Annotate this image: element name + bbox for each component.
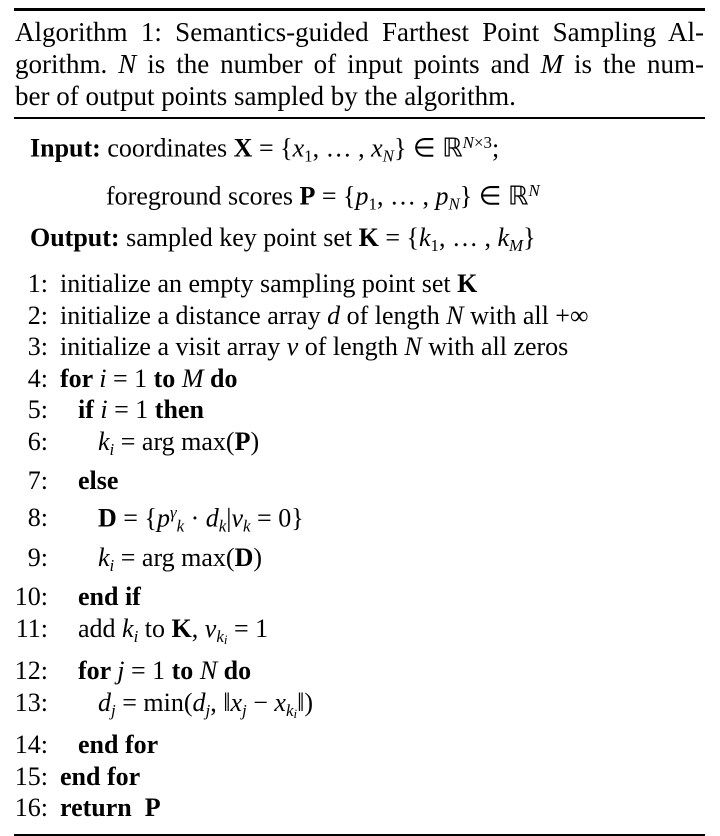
code-line (0, 792, 708, 824)
text-segment: X (233, 133, 253, 163)
text-segment: = 1 (106, 363, 154, 393)
code-line (0, 581, 708, 613)
text-segment: ×3 (473, 133, 492, 152)
text-segment: K (171, 613, 192, 643)
line-content (78, 655, 251, 687)
line-content (98, 687, 313, 730)
text-segment: M (540, 49, 564, 79)
code-line (0, 331, 708, 363)
output-line (30, 221, 708, 263)
text-segment: k (122, 613, 134, 643)
code-line (0, 394, 708, 426)
line-number: 16: (14, 793, 48, 823)
line-number: 15: (14, 761, 48, 791)
text-segment: do (209, 363, 238, 393)
line-content (78, 581, 141, 613)
text-segment: = min( (115, 687, 193, 717)
text-segment: } ∈ ℝ (393, 133, 463, 163)
text-segment: = 1 (107, 395, 155, 425)
line-number: 13: (14, 687, 48, 717)
text-segment: k (285, 700, 294, 720)
text-segment: N (118, 49, 137, 79)
text-segment: k (98, 542, 110, 572)
text-segment: v (286, 332, 299, 362)
text-segment: i (109, 439, 115, 459)
caption-line (15, 48, 704, 80)
text-segment: − (246, 687, 275, 717)
io-block (30, 126, 708, 263)
text-segment: k (218, 516, 227, 536)
text-segment: Output: (30, 223, 120, 252)
text-segment: k (176, 516, 185, 536)
line-number: 8: (27, 503, 48, 533)
text-segment: p (355, 180, 369, 210)
code-line (0, 761, 708, 793)
text-segment: p (435, 180, 449, 210)
code-line (0, 497, 708, 542)
text-segment: } ∈ ℝ (459, 180, 529, 210)
text-segment: N (448, 194, 460, 213)
text-segment: do (223, 656, 252, 686)
text-segment: N (404, 332, 422, 362)
text-segment: v (231, 503, 244, 533)
code-line (0, 687, 708, 730)
line-number: 9: (27, 542, 48, 572)
text-segment: x (292, 133, 305, 163)
text-segment: γ (169, 502, 177, 522)
text-segment: to (138, 613, 172, 643)
text-segment: j (111, 700, 116, 720)
code-line (0, 300, 708, 332)
line-content (98, 426, 259, 466)
text-segment: D (234, 542, 254, 572)
text-segment: d (192, 687, 206, 717)
text-segment: with all zeros (421, 332, 569, 362)
line-content (60, 363, 237, 395)
text-segment: P (234, 426, 251, 456)
text-segment: N (446, 300, 464, 330)
line-number: 2: (27, 300, 48, 330)
text-segment: = arg max( (114, 542, 235, 572)
text-segment: is the num- (563, 49, 704, 79)
text-segment: 1 (368, 194, 377, 213)
text-segment: end for (78, 730, 159, 760)
text-segment: p (156, 503, 170, 533)
text-segment: · (184, 503, 206, 533)
bottom-spacer (0, 824, 720, 834)
text-segment: initialize a distance array (60, 300, 328, 330)
text-segment: add (78, 613, 123, 643)
text-segment: = { (315, 180, 356, 210)
algorithm-caption (15, 16, 704, 112)
text-segment: coordinates (100, 133, 234, 163)
text-segment: , (191, 613, 205, 643)
input-continuation-line (30, 174, 708, 222)
line-number: 10: (14, 582, 48, 612)
code-line (0, 426, 708, 466)
code-line (0, 613, 708, 656)
text-segment: , … , (312, 133, 372, 163)
text-segment: i (99, 363, 107, 393)
text-segment: ber of output points sampled by the algorithm. (15, 81, 516, 111)
text-segment: i (133, 626, 139, 646)
text-segment: N (199, 656, 218, 686)
text-segment: i (100, 395, 108, 425)
code-lines (0, 268, 708, 824)
text-segment: i (223, 631, 228, 647)
text-segment: to (153, 363, 176, 393)
caption-line (15, 80, 704, 112)
text-segment: N (382, 146, 394, 166)
text-segment: x (371, 133, 383, 163)
text-segment: of length (340, 300, 447, 330)
text-segment: | (226, 503, 232, 533)
text-segment: K (457, 269, 478, 299)
text-segment: Algorithm 1: Semantics-guided Farthest Point Sampling Al- (15, 17, 704, 47)
text-segment: d (205, 503, 219, 533)
text-segment: i (109, 555, 115, 575)
text-segment: = 0} (250, 503, 304, 533)
text-segment: return (60, 793, 132, 823)
text-segment: i (293, 705, 298, 721)
code-line (0, 363, 708, 395)
text-segment: j (205, 700, 211, 720)
text-segment: , … , (438, 223, 498, 252)
code-line (0, 729, 708, 761)
text-segment: then (154, 395, 204, 425)
line-content (78, 613, 268, 656)
text-segment: P (299, 180, 316, 210)
text-segment: d (98, 687, 111, 717)
text-segment: with all +∞ (463, 300, 589, 330)
code-line (0, 268, 708, 300)
line-content (98, 542, 262, 582)
text-segment: for (60, 363, 100, 393)
text-segment: K (358, 223, 379, 252)
text-segment: if (78, 395, 101, 425)
text-segment: d (327, 300, 341, 330)
line-number: 1: (27, 269, 48, 299)
text-segment: M (509, 236, 524, 256)
code-line (0, 542, 708, 582)
input-line (30, 126, 708, 174)
line-number: 5: (27, 395, 48, 425)
text-segment: is the number of input points and (136, 49, 541, 79)
text-segment: D (98, 503, 117, 533)
line-number: 4: (27, 363, 48, 393)
text-segment: initialize a visit array (60, 332, 287, 362)
text-segment: } (523, 223, 536, 252)
line-content (60, 761, 140, 793)
line-content (78, 394, 204, 426)
text-segment: end if (78, 582, 141, 612)
text-segment (132, 793, 145, 822)
text-segment: of length (298, 332, 405, 362)
text-segment: sampled key point set (119, 223, 359, 252)
text-segment: ‖) (297, 687, 314, 717)
caption-line (15, 16, 704, 48)
line-content (60, 331, 568, 363)
text-segment: to (171, 656, 194, 686)
line-content (60, 792, 161, 824)
line-content (78, 729, 158, 761)
text-segment: = { (252, 133, 293, 163)
line-number: 11: (15, 613, 48, 643)
line-number: 6: (27, 426, 48, 456)
text-segment: else (78, 466, 119, 496)
caption-rule (14, 117, 705, 119)
line-content (60, 300, 589, 332)
text-segment: N (462, 133, 474, 152)
text-segment: j (117, 656, 125, 686)
text-segment: x (274, 687, 286, 717)
text-segment: v (204, 613, 217, 643)
text-segment: ; (491, 133, 500, 163)
top-rule (14, 8, 705, 11)
text-segment: = 1 (124, 656, 172, 686)
text-segment: for (78, 656, 118, 686)
text-segment: N (528, 180, 540, 200)
text-segment: = 1 (227, 613, 269, 643)
text-segment: k (216, 626, 224, 646)
text-segment: ) (253, 542, 263, 572)
text-segment: 1 (304, 146, 313, 166)
text-segment: , … , (377, 180, 436, 210)
text-segment: = { (378, 223, 419, 252)
text-segment: , ‖ (210, 687, 231, 717)
text-segment: ) (250, 426, 260, 456)
text-segment: k (243, 516, 251, 536)
text-segment: foreground scores (106, 180, 300, 210)
text-segment: initialize an empty sampling point set (60, 269, 458, 299)
text-segment: P (144, 793, 161, 823)
line-number: 14: (14, 730, 48, 760)
text-segment: x (230, 687, 243, 717)
text-segment: k (497, 223, 510, 252)
line-content (98, 497, 304, 542)
line-number: 3: (27, 332, 48, 362)
line-content (60, 268, 477, 300)
line-number: 12: (14, 656, 48, 686)
text-segment: M (181, 363, 204, 393)
text-segment: k (98, 426, 110, 456)
line-content (78, 465, 118, 497)
text-segment: j (242, 700, 247, 720)
text-segment: k (418, 223, 431, 252)
code-line (0, 465, 708, 497)
code-line (0, 655, 708, 687)
text-segment: gorithm. (15, 49, 119, 79)
text-segment: Input: (30, 133, 101, 163)
text-segment: = arg max( (114, 426, 235, 456)
text-segment: 1 (430, 236, 439, 256)
line-number: 7: (27, 466, 48, 496)
text-segment: end for (60, 761, 141, 791)
text-segment: = { (116, 503, 157, 533)
